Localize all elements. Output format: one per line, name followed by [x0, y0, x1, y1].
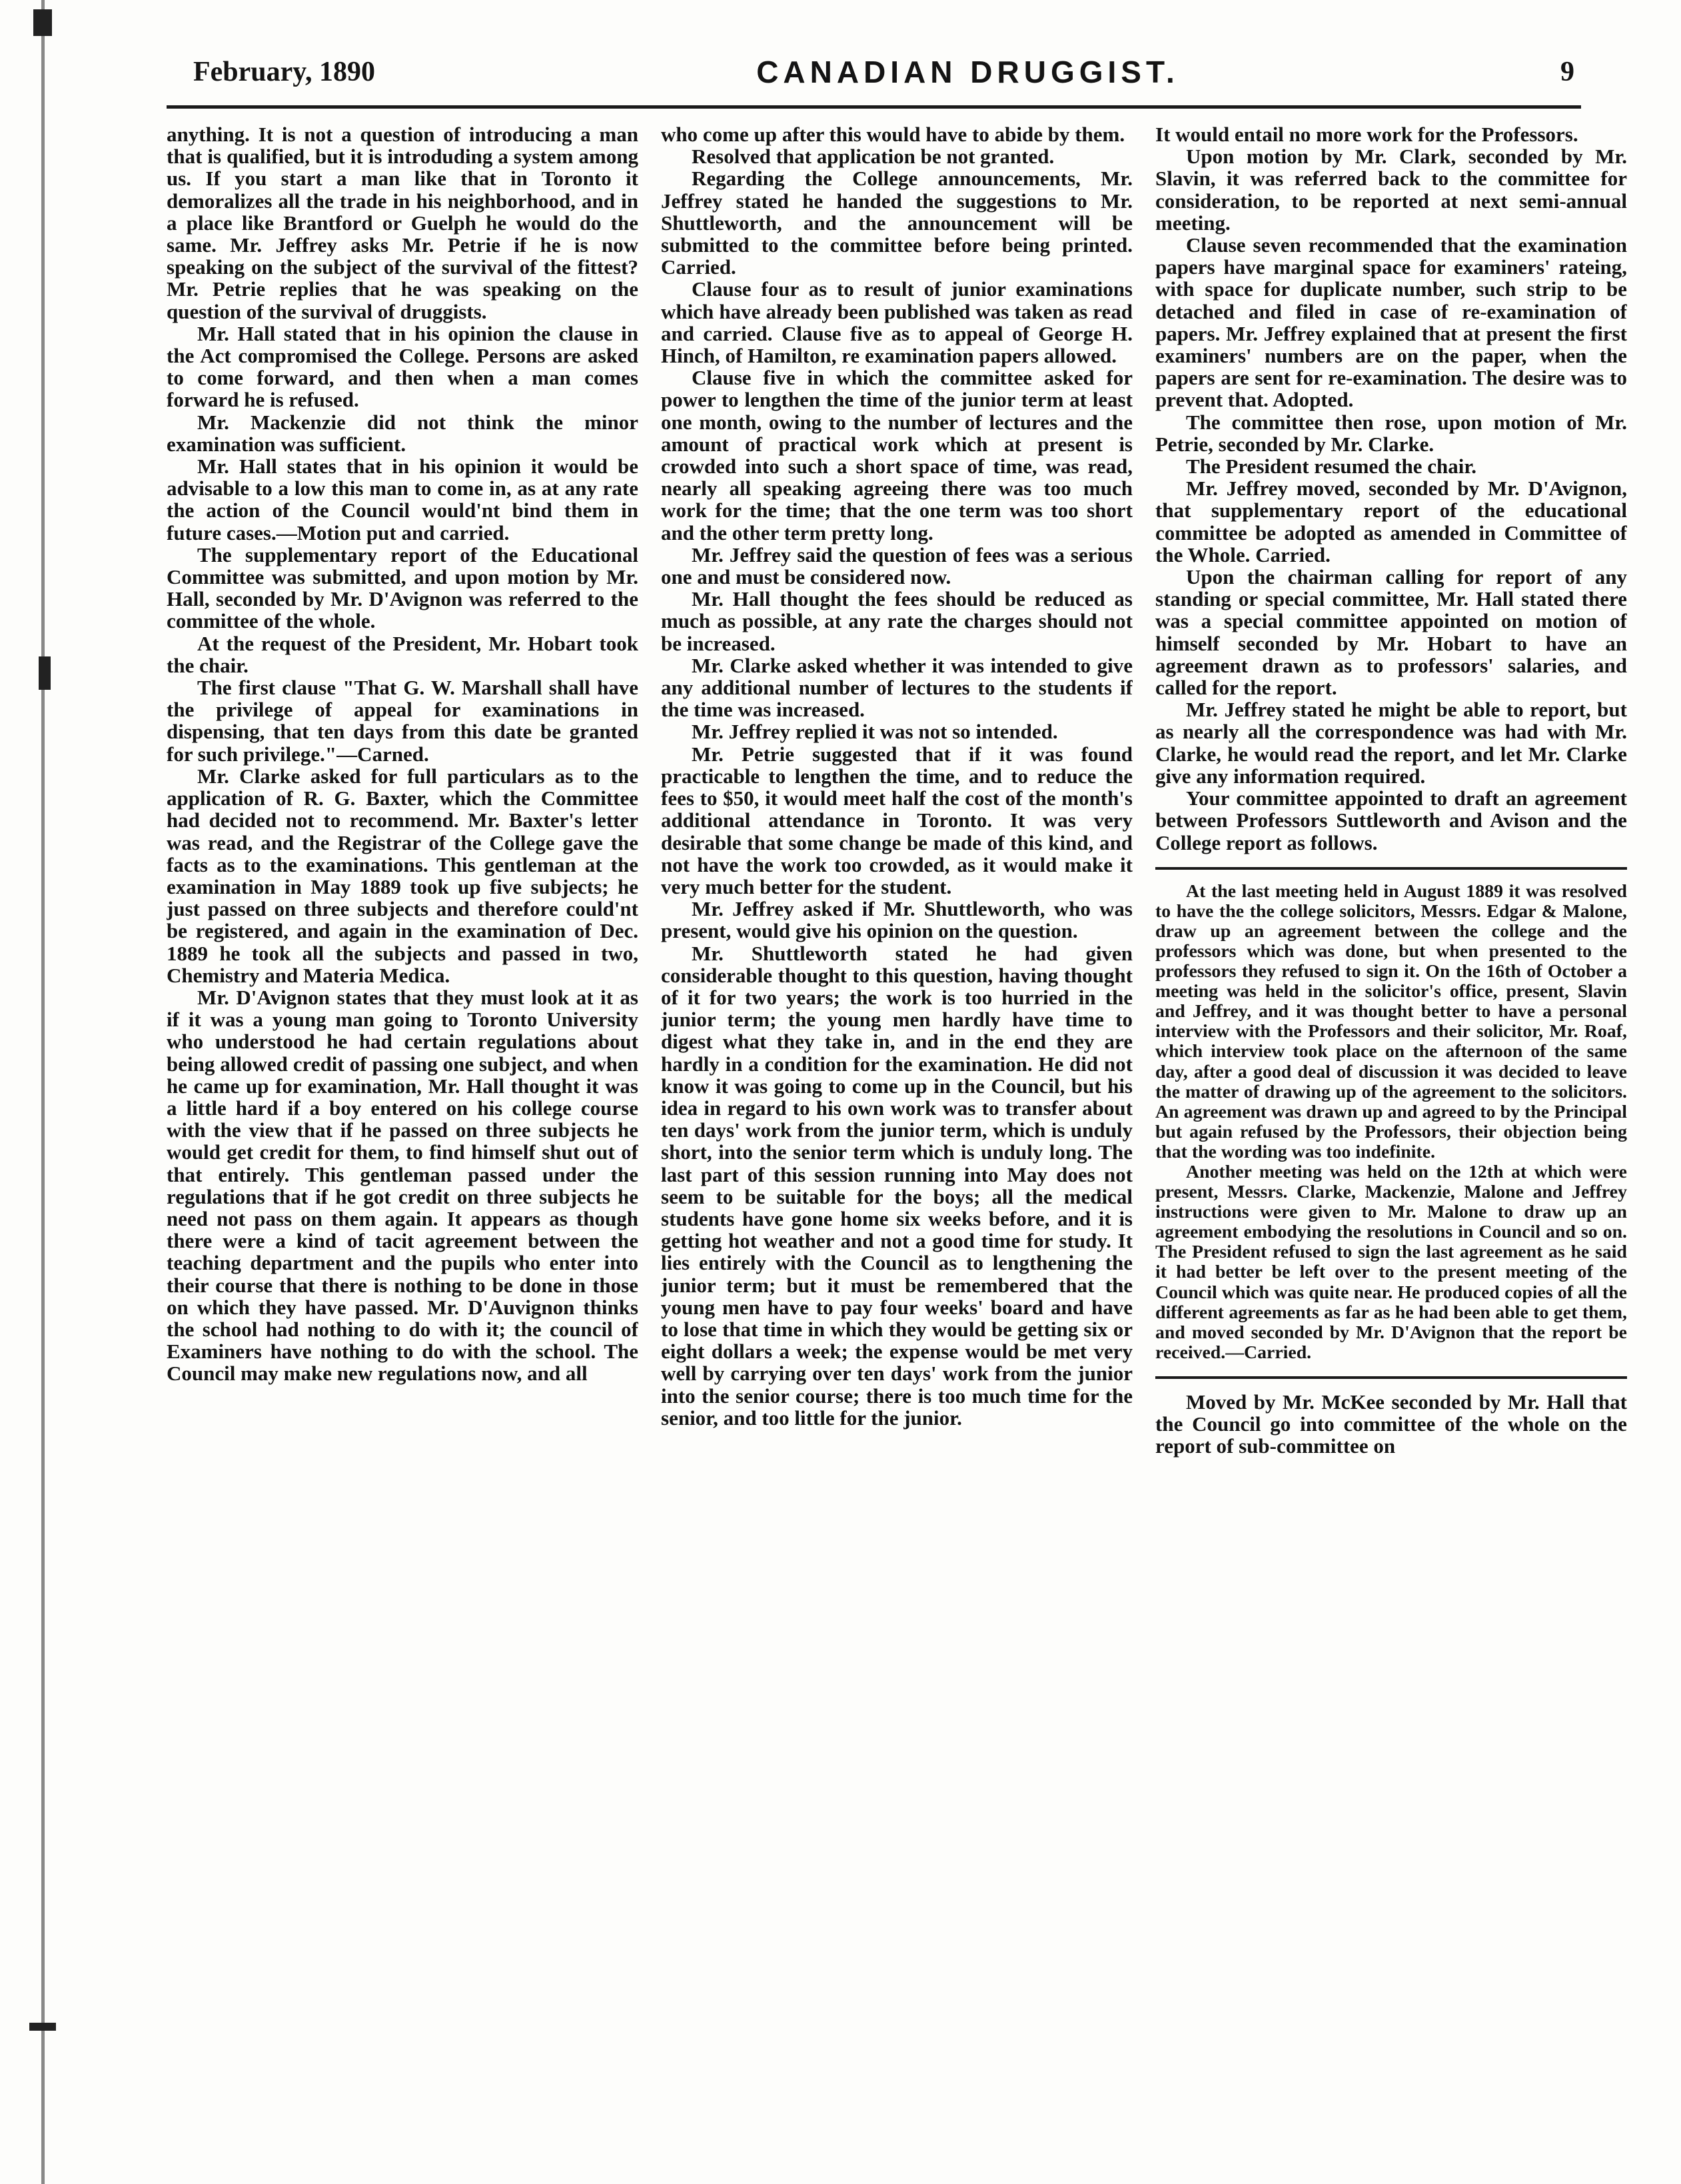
paragraph: Upon motion by Mr. Clark, seconded by Mr. Slavin, it was referred back to the committee for consideration, to be reported at next semi-annual meeting. — [1155, 145, 1627, 235]
issue-date: February, 1890 — [193, 57, 375, 87]
paragraph: It would entail no more work for the Professors. — [1155, 123, 1578, 146]
binding-mark — [29, 2023, 56, 2031]
paragraph: Clause seven recommended that the examination papers have marginal space for examiners' rateing, with space for duplicate number, such strip to be detached and filed in case of re-examination of papers. Mr. Jeffrey explained that at present the first examiners' numbers are on the paper, when the papers are sent for re-examination. The desire was to prevent that. Adopted. — [1155, 233, 1627, 412]
binding-mark — [39, 656, 51, 690]
paragraph: Mr. Clarke asked whether it was intended to give any additional number of lectures to the students if the time was increased. — [661, 653, 1133, 722]
paragraph: Mr. Clarke asked for full particulars as to the application of R. G. Baxter, which the Committee had decided not to recommend. Mr. Baxter's letter was read, and the Registrar of the College gave the facts as to the examinations. This gentleman at the examination in May 1889 took up five subjects; he just passed on three subjects and therefore could'nt be registered, and again in the examination of Dec. 1889 he took all the subjects and passed in two, Chemistry and Materia Medica. — [167, 764, 638, 987]
page-number: 9 — [1560, 57, 1574, 87]
paragraph: Mr. Hall stated that in his opinion the clause in the Act compromised the College. Persons are asked to come forward, and then when a man comes forward he is refused. — [167, 321, 638, 412]
paragraph: The President resumed the chair. — [1186, 455, 1476, 479]
column-3 — [1155, 123, 1627, 2164]
paragraph: Moved by Mr. McKee seconded by Mr. Hall that the Council go into committee of the whole on the report of sub-committee on — [1155, 1390, 1627, 1458]
publication-title: CANADIAN DRUGGIST. — [756, 55, 1179, 89]
paragraph: Mr. Jeffrey asked if Mr. Shuttleworth, who was present, would give his opinion on the question. — [661, 897, 1133, 943]
paragraph: Mr. Hall thought the fees should be reduced as much as possible, at any rate the charges should not be increased. — [661, 587, 1133, 655]
article-body — [167, 123, 1627, 2164]
paragraph: The first clause "That G. W. Marshall shall have the privilege of appeal for examinations in dispensing, that ten days from this date be granted for such privilege."—Carned. — [167, 676, 638, 766]
paragraph: Mr. Jeffrey replied it was not so intended. — [692, 720, 1058, 744]
section-rule — [1155, 867, 1627, 870]
binding-mark — [33, 9, 52, 36]
column-1 — [167, 123, 638, 2164]
paragraph: anything. It is not a question of introducing a man that is qualified, but it is introduding a system among us. If you start a man like that in Toronto it demoralizes all the trade in his neighborhood, and in a place like Brantford or Guelph he would do the same. Mr. Jeffrey asks Mr. Petrie if he is now speaking on the subject of the survival of the fittest? Mr. Petrie replies that he was speaking on the question of the survival of druggists. — [167, 123, 638, 323]
paragraph: Resolved that application be not granted. — [692, 145, 1055, 169]
paragraph: Mr. Jeffrey stated he might be able to report, but as nearly all the correspondence was had with Mr. Clarke, he would read the report, and let Mr. Clarke give any information required. — [1155, 698, 1627, 788]
header-rule — [167, 105, 1581, 109]
paragraph: The supplementary report of the Educational Committee was submitted, and upon motion by Mr. Hall, seconded by Mr. D'Avignon was referred to the committee of the whole. — [167, 543, 638, 633]
paragraph: Clause five in which the committee asked for power to lengthen the time of the junior term at least one month, owing to the number of lectures and the amount of practical work which at present is crowded into such a short space of time, was read, nearly all speaking agreeing there was too much work for the time; that the one term was too short and the other term pretty long. — [661, 366, 1133, 545]
paragraph: At the request of the President, Mr. Hobart took the chair. — [167, 631, 638, 677]
paragraph: Mr. Jeffrey said the question of fees was a serious one and must be considered now. — [661, 543, 1133, 589]
report-paragraph: Another meeting was held on the 12th at which were present, Messrs. Clarke, Mackenzie, Malone and Jeffrey instructions were given to Mr. Malone to draw up an agreement embodying the resolutions in Council and so on. The President refused to sign the last agreement as he said it had better be left over to the present meeting of the Council which was quite near. He produced copies of all the different agreements as far as he had been able to get them, and moved seconded by Mr. D'Avignon that the report be received.—Carried. — [1155, 1162, 1627, 1363]
paragraph: who come up after this would have to abide by them. — [661, 123, 1125, 146]
page-binding-edge — [41, 0, 45, 2184]
column-2 — [661, 123, 1133, 2164]
paragraph: Mr. Petrie suggested that if it was found practicable to lengthen the time, and to reduce the fees to $50, it would meet half the cost of the month's additional attendance in Toronto. It was very desirable that some change be made of this kind, and not have the work too crowded, as it would make it very much better for the student. — [661, 742, 1133, 898]
page-header — [193, 45, 1574, 99]
paragraph: Your committee appointed to draft an agreement between Professors Suttleworth and Avison and the College report as follows. — [1155, 786, 1627, 854]
paragraph: The committee then rose, upon motion of Mr. Petrie, seconded by Mr. Clarke. — [1155, 410, 1627, 456]
paragraph: Mr. Shuttleworth stated he had given considerable thought to this question, having thought of it for two years; the work is too hurried in the junior term; the young men hardly have time to digest what they take in, and in the end they are hardly in a condition for the examination. He did not know it was going to come up in the Council, but his idea in regard to his own work was to transfer about ten days' work from the junior term, which is unduly short, into the senior term which is unduly long. The last part of this session running into May does not seem to be suitable for the boys; all the medical students have gone home six weeks before, and it is getting hot weather and not a good time for study. It lies entirely with the Council as to lengthening the junior term; but it must be remembered that the young men have to pay four weeks' board and have to lose that time in which they would be getting six or eight dollars a week; the expense would be met very well by carrying over ten days' work from the junior into the senior course; there is too much time for the senior, and too little for the junior. — [661, 941, 1133, 1430]
paragraph: Mr. Mackenzie did not think the minor examination was sufficient. — [167, 410, 638, 456]
paragraph: Upon the chairman calling for report of any standing or special committee, Mr. Hall stated there was a special committee appointed on motion of himself seconded by Mr. Hobart to have an agreement drawn as to professors' salaries, and called for the report. — [1155, 565, 1627, 700]
report-paragraph: At the last meeting held in August 1889 it was resolved to have the the college solicitors, Messrs. Edgar & Malone, draw up an agreement between the college and the professors which was done, but when presented to the professors they refused to sign it. On the 16th of October a meeting was held in the solicitor's office, present, Slavin and Jeffrey, and it was thought better to have a personal interview with the Professors and their solicitor, Mr. Roaf, which interview took place on the afternoon of the same day, after a good deal of discussion it was decided to leave the matter of drawing up of the agreement to the solicitors. An agreement was drawn up and agreed to by the Principal but again refused by the Professors, their objection being that the wording was too indefinite. — [1155, 880, 1627, 1162]
paragraph: Regarding the College announcements, Mr. Jeffrey stated he handed the suggestions to Mr. Shuttleworth, and the announcement will be submitted to the committee before being printed. Carried. — [661, 167, 1133, 279]
paragraph: Mr. Hall states that in his opinion it would be advisable to a low this man to come in, as at any rate the action of the Council would'nt bind them in future cases.—Motion put and carried. — [167, 455, 638, 545]
section-rule — [1155, 1376, 1627, 1379]
paragraph: Clause four as to result of junior examinations which have already been published was taken as read and carried. Clause five as to appeal of George H. Hinch, of Hamilton, re examination papers allowed. — [661, 277, 1133, 368]
paragraph: Mr. D'Avignon states that they must look at it as if it was a young man going to Toronto University who understood he had certain regulations about being allowed credit of passing one subject, and when he came up for examination, Mr. Hall thought it was a little hard if a boy entered on his college course with the view that if he passed on three subjects he would get credit for them, to find himself shut out of that entirely. This gentleman passed under the regulations that if he got credit on three subjects he need not pass on them again. It appears as though there were a kind of tacit agreement between the teaching department and the pupils who enter into their course that there is nothing to be done in those on which they have passed. Mr. D'Auvignon thinks the school had nothing to do with it; the council of Examiners have nothing to do with the school. The Council may make new regulations now, and all — [167, 985, 638, 1386]
paragraph: Mr. Jeffrey moved, seconded by Mr. D'Avignon, that supplementary report of the educational committee be adopted as amended in Committee of the Whole. Carried. — [1155, 477, 1627, 566]
